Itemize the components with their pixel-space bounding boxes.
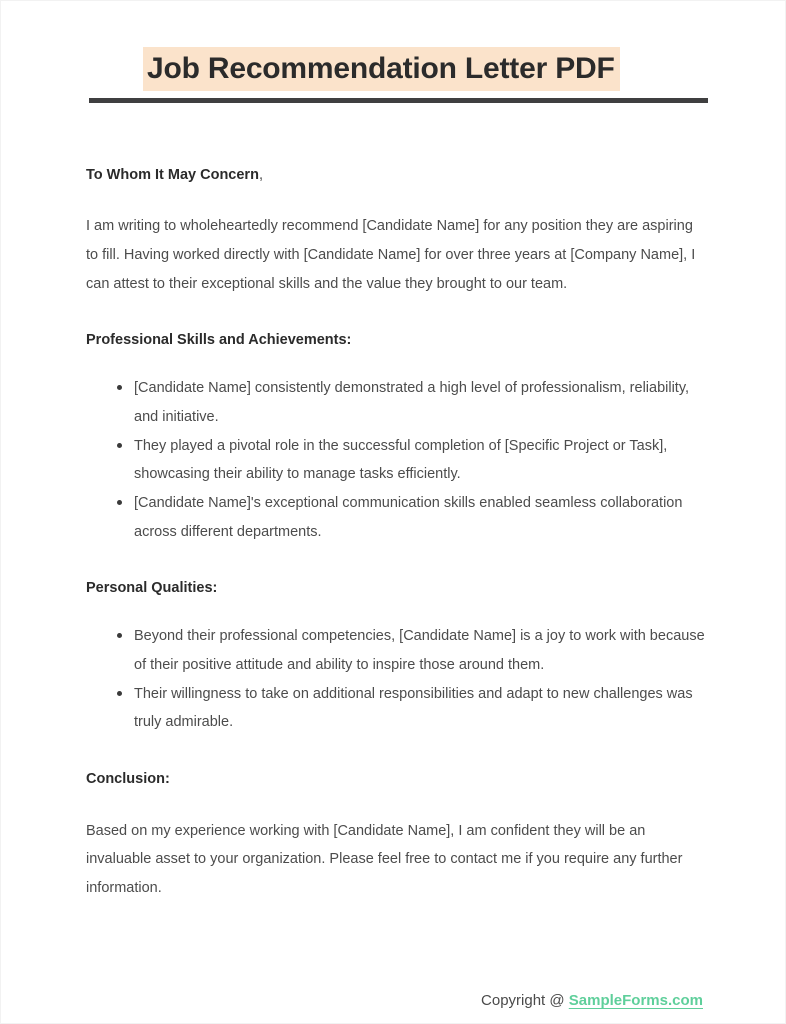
- copyright-text: Copyright @: [481, 992, 569, 1009]
- bullet-icon: [117, 443, 122, 448]
- list-item: [86, 374, 705, 431]
- personal-qualities-list: [86, 622, 705, 737]
- list-item: [86, 622, 705, 679]
- list-item: [86, 680, 705, 737]
- title-block: [86, 1, 705, 103]
- sampleforms-link[interactable]: SampleForms.com: [568, 992, 703, 1009]
- bullet-icon: [117, 385, 122, 390]
- salutation-text: To Whom It May Concern: [86, 166, 259, 183]
- list-item-text: [Candidate Name] consistently demonstrated a high level of professionalism, reliability, and initiative.: [134, 380, 690, 425]
- document-body: [1, 1, 785, 903]
- section-heading-professional-skills: Professional Skills and Achievements:: [86, 332, 352, 349]
- salutation: [86, 165, 705, 187]
- letter-content: [86, 103, 705, 903]
- salutation-comma: ,: [258, 166, 263, 183]
- professional-skills-list: [86, 374, 705, 546]
- section-heading-conclusion: Conclusion:: [86, 770, 170, 787]
- bullet-icon: [117, 633, 122, 638]
- intro-paragraph: I am writing to wholeheartedly recommend [Candidate Name] for any position they are aspiring to fill. Having worked directly with [Candidate Name] for over three years at [Company Name], I can attest to their exceptional skills and the value they brought to our team.: [86, 218, 696, 292]
- list-item-text: [Candidate Name]'s exceptional communication skills enabled seamless collaboration across different departments.: [134, 495, 683, 540]
- list-item-text: They played a pivotal role in the successful completion of [Specific Project or Task], showcasing their ability to manage tasks efficiently.: [134, 437, 668, 483]
- conclusion-paragraph: Based on my experience working with [Candidate Name], I am confident they will be an invaluable asset to your organization. Please feel free to contact me if you require any further information.: [86, 822, 683, 897]
- bullet-icon: [117, 691, 122, 696]
- list-item: [86, 489, 705, 546]
- page-title: Job Recommendation Letter PDF: [143, 47, 620, 91]
- section-heading-personal-qualities: Personal Qualities:: [86, 580, 218, 597]
- bullet-icon: [117, 500, 122, 505]
- footer: [1, 992, 785, 1009]
- list-item: [86, 432, 705, 489]
- list-item-text: Beyond their professional competencies, [Candidate Name] is a joy to work with because of their positive attitude and ability to inspire those around them.: [134, 628, 705, 673]
- list-item-text: Their willingness to take on additional responsibilities and adapt to new challenges was truly admirable.: [134, 685, 693, 731]
